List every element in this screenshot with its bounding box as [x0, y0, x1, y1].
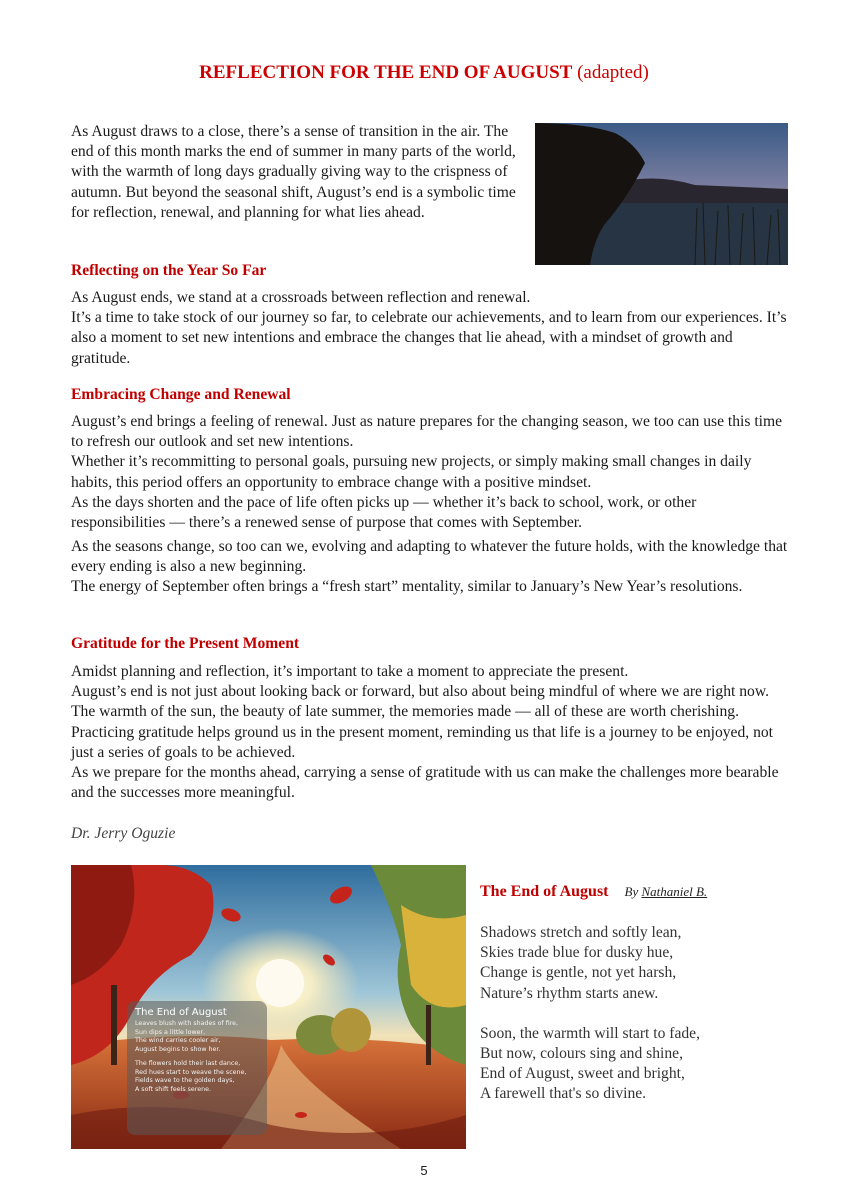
overlay-card-line: Sun dips a little lower, [135, 1028, 206, 1036]
overlay-card-line: Red hues start to weave the scene, [135, 1068, 247, 1076]
lake-sunset-photo [535, 123, 788, 265]
poem-line: A farewell that's so divine. [480, 1085, 647, 1103]
overlay-card-line: The wind carries cooler air, [135, 1037, 221, 1044]
paragraph-line: Whether it’s recommitting to personal goals, pursuing new projects, or simply making small changes in daily habits, this period offers an opportunity to embrace change with a positive mindset. [71, 453, 752, 491]
paragraph-line: Practicing gratitude helps ground us in the present moment, reminding us that life is a journey to be enjoyed, not just a series of goals to be achieved. [71, 723, 774, 761]
poem-line: Nature’s rhythm starts anew. [480, 984, 659, 1002]
poem-line: End of August, sweet and bright, [480, 1065, 685, 1083]
poem-line: But now, colours sing and shine, [480, 1045, 683, 1063]
paragraph-line: It’s a time to take stock of our journey so far, to celebrate our achievements, and to learn from our experiences. It’s also a moment to set new intentions and embrace the changes that lie ahead, with a mindset of growth and gratitude. [71, 309, 787, 367]
byline-prefix: By [624, 884, 639, 899]
paragraph-line: As the seasons change, so too can we, evolving and adapting to whatever the future holds, with the knowledge that every ending is also a new beginning. [71, 538, 788, 576]
overlay-card-line: August begins to show her. [135, 1045, 221, 1053]
poem-stanza [480, 1024, 700, 1105]
page-number: 5 [420, 1163, 428, 1178]
poem-title: The End of August [480, 883, 609, 900]
poem-title-line [480, 883, 707, 901]
overlay-card-line: Leaves blush with shades of fire, [135, 1020, 239, 1027]
section-heading-reflecting: Reflecting on the Year So Far [71, 262, 267, 279]
poem-line: Soon, the warmth will start to fade, [480, 1024, 701, 1042]
paragraph-line: August’s end is not just about looking back or forward, but also about being mindful of where we are right now. The warmth of the sun, the beauty of late summer, the memories made — all of these are worth cherishing. [71, 683, 769, 721]
section-heading-gratitude: Gratitude for the Present Moment [71, 635, 300, 652]
poem-stanza [480, 923, 700, 1004]
paragraph-line: The energy of September often brings a “fresh start” mentality, similar to January’s New Year’s resolutions. [71, 578, 743, 596]
poem-overlay-card [127, 1001, 267, 1135]
author-signature: Dr. Jerry Oguzie [71, 825, 176, 842]
page-title [0, 62, 848, 84]
paragraph-line: August’s end brings a feeling of renewal. Just as nature prepares for the changing season, we too can use this time to refresh our outlook and set new intentions. [71, 413, 783, 451]
section-body-embracing-cont [71, 537, 791, 598]
poem-body [480, 923, 700, 1125]
title-normal: (adapted) [577, 62, 649, 83]
paragraph-line: As we prepare for the months ahead, carrying a sense of gratitude with us can make the challenges more bearable and the successes more meaningful. [71, 764, 779, 802]
paragraph-line: Amidst planning and reflection, it’s important to take a moment to appreciate the present. [71, 663, 629, 680]
section-body-embracing [71, 412, 791, 533]
overlay-card-line: A soft shift feels serene. [135, 1085, 211, 1093]
poem-author: Nathaniel B. [641, 884, 708, 899]
section-body-gratitude [71, 662, 791, 803]
intro-paragraph: As August draws to a close, there’s a sense of transition in the air. The end of this month marks the end of summer in many parts of the world, with the warmth of long days gradually giving way to the crispness of autumn. But beyond the seasonal shift, August’s end is a symbolic time for reflection, renewal, and planning for what lies ahead. [71, 123, 516, 221]
paragraph-line: As August ends, we stand at a crossroads between reflection and renewal. [71, 289, 531, 306]
autumn-painting-image [71, 865, 466, 1149]
overlay-card-title: The End of August [135, 1007, 227, 1018]
poem-line: Change is gentle, not yet harsh, [480, 964, 677, 982]
paragraph-line: As the days shorten and the pace of life often picks up — whether it’s back to school, work, or other responsibilities — there’s a renewed sense of purpose that comes with September. [71, 493, 697, 532]
section-body-reflecting [71, 288, 791, 369]
title-bold: REFLECTION FOR THE END OF AUGUST [199, 62, 573, 83]
poem-line: Skies trade blue for dusky hue, [480, 944, 674, 962]
poem-byline [625, 884, 708, 899]
overlay-card-line: Fields wave to the golden days, [135, 1077, 235, 1084]
poem-line: Shadows stretch and softly lean, [480, 924, 682, 941]
section-heading-embracing: Embracing Change and Renewal [71, 386, 291, 403]
overlay-card-line: The flowers hold their last dance, [135, 1060, 241, 1067]
